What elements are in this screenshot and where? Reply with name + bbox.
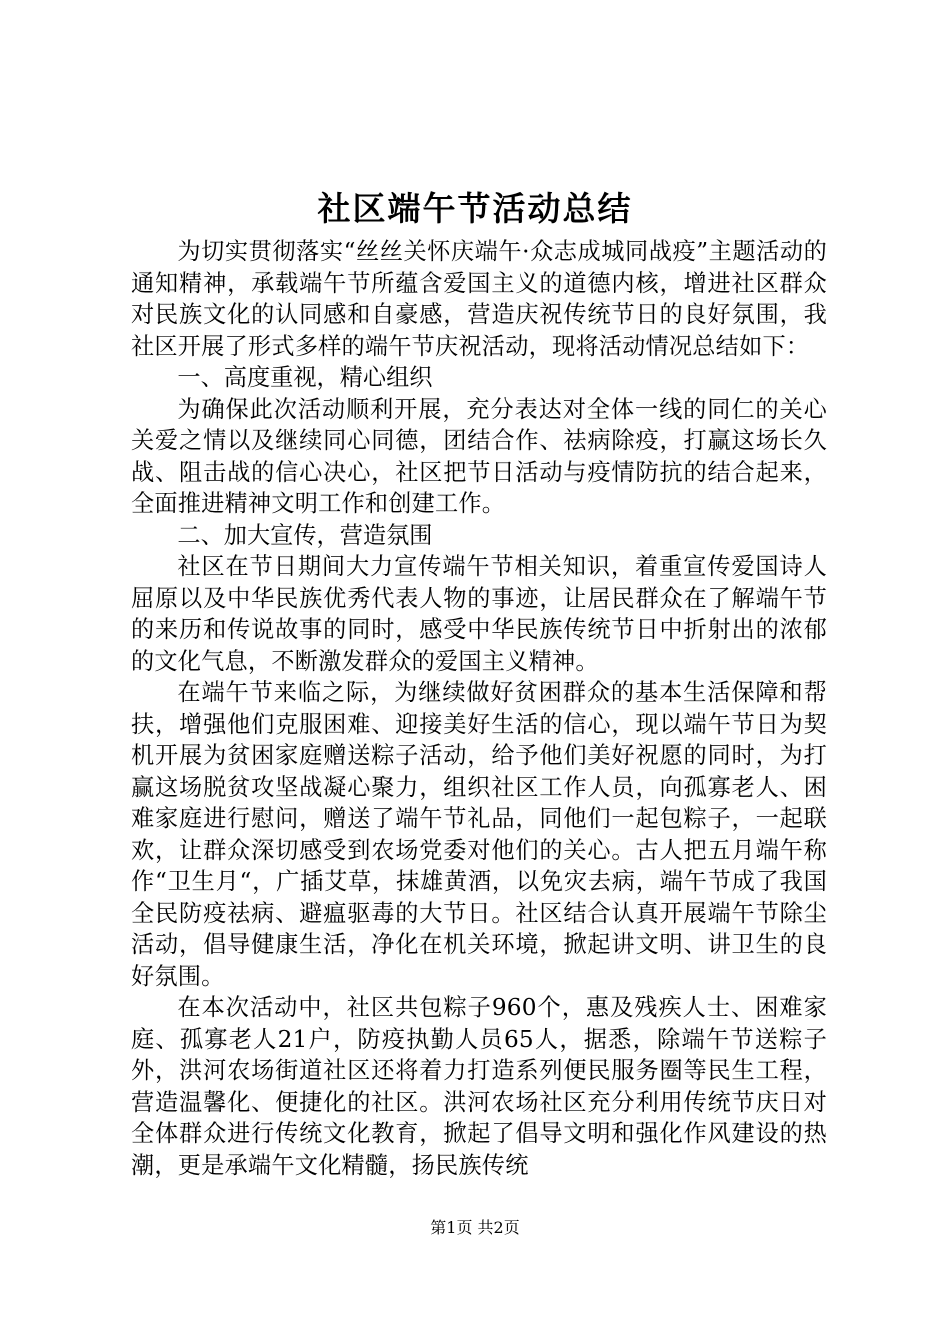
section-heading-1: 一、高度重视，精心组织 xyxy=(177,364,433,391)
section-2-paragraph-3: 在本次活动中，社区共包粽子960个，惠及残疾人士、困难家庭、孤寡老人21户，防疫执勤人员65人，据悉，除端午节送粽子外，洪河农场街道社区还将着力打造系列便民服务圈等民生工程，营造温馨化、便捷化的社区。洪河农场社区充分利用传统节庆日对全体群众进行传统文化教育，掀起了倡导文明和强化作风建设的热潮，更是承端午文化精髓，扬民族传统 xyxy=(131,994,827,1179)
section-2-paragraph-2: 在端午节来临之际，为继续做好贫困群众的基本生活保障和帮扶，增强他们克服困难、迎接美好生活的信心，现以端午节日为契机开展为贫困家庭赠送粽子活动，给予他们美好祝愿的同时，为打赢这场脱贫攻坚战凝心聚力，组织社区工作人员，向孤寡老人、困难家庭进行慰问，赠送了端午节礼品，同他们一起包粽子，一起联欢，让群众深切感受到农场党委对他们的关心。古人把五月端午称作“卫生月“，广插艾草，抹雄黄酒，以免灾去病，端午节成了我国全民防疫祛病、避瘟驱毒的大节日。社区结合认真开展端午节除尘活动，倡导健康生活，净化在机关环境，掀起讲文明、讲卫生的良好氛围。 xyxy=(131,679,827,990)
section-heading-2: 二、加大宣传，营造氛围 xyxy=(177,521,433,549)
section-1-paragraph: 为确保此次活动顺利开展，充分表达对全体一线的同仁的关心关爱之情以及继续同心同德，团结合作、祛病除疫，打赢这场长久战、阻击战的信心决心，社区把节日活动与疫情防抗的结合起来，全面推进精神文明工作和创建工作。 xyxy=(131,395,827,517)
page-footer: 第1页 共2页 xyxy=(430,1218,520,1237)
intro-paragraph: 为切实贯彻落实“丝丝关怀庆端午·众志成城同战疫”主题活动的通知精神，承载端午节所蕴含爱国主义的道德内核，增进社区群众对民族文化的认同感和自豪感，营造庆祝传统节日的良好氛围，我社区开展了形式多样的端午节庆祝活动，现将活动情况总结如下： xyxy=(131,238,827,360)
section-2-paragraph-1: 社区在节日期间大力宣传端午节相关知识，着重宣传爱国诗人屈原以及中华民族优秀代表人物的事迹，让居民群众在了解端午节的来历和传说故事的同时，感受中华民族传统节日中折射出的浓郁的文化气息，不断激发群众的爱国主义精神。 xyxy=(131,553,827,675)
document-title: 社区端午节活动总结 xyxy=(317,189,633,228)
document-body xyxy=(131,236,827,1181)
